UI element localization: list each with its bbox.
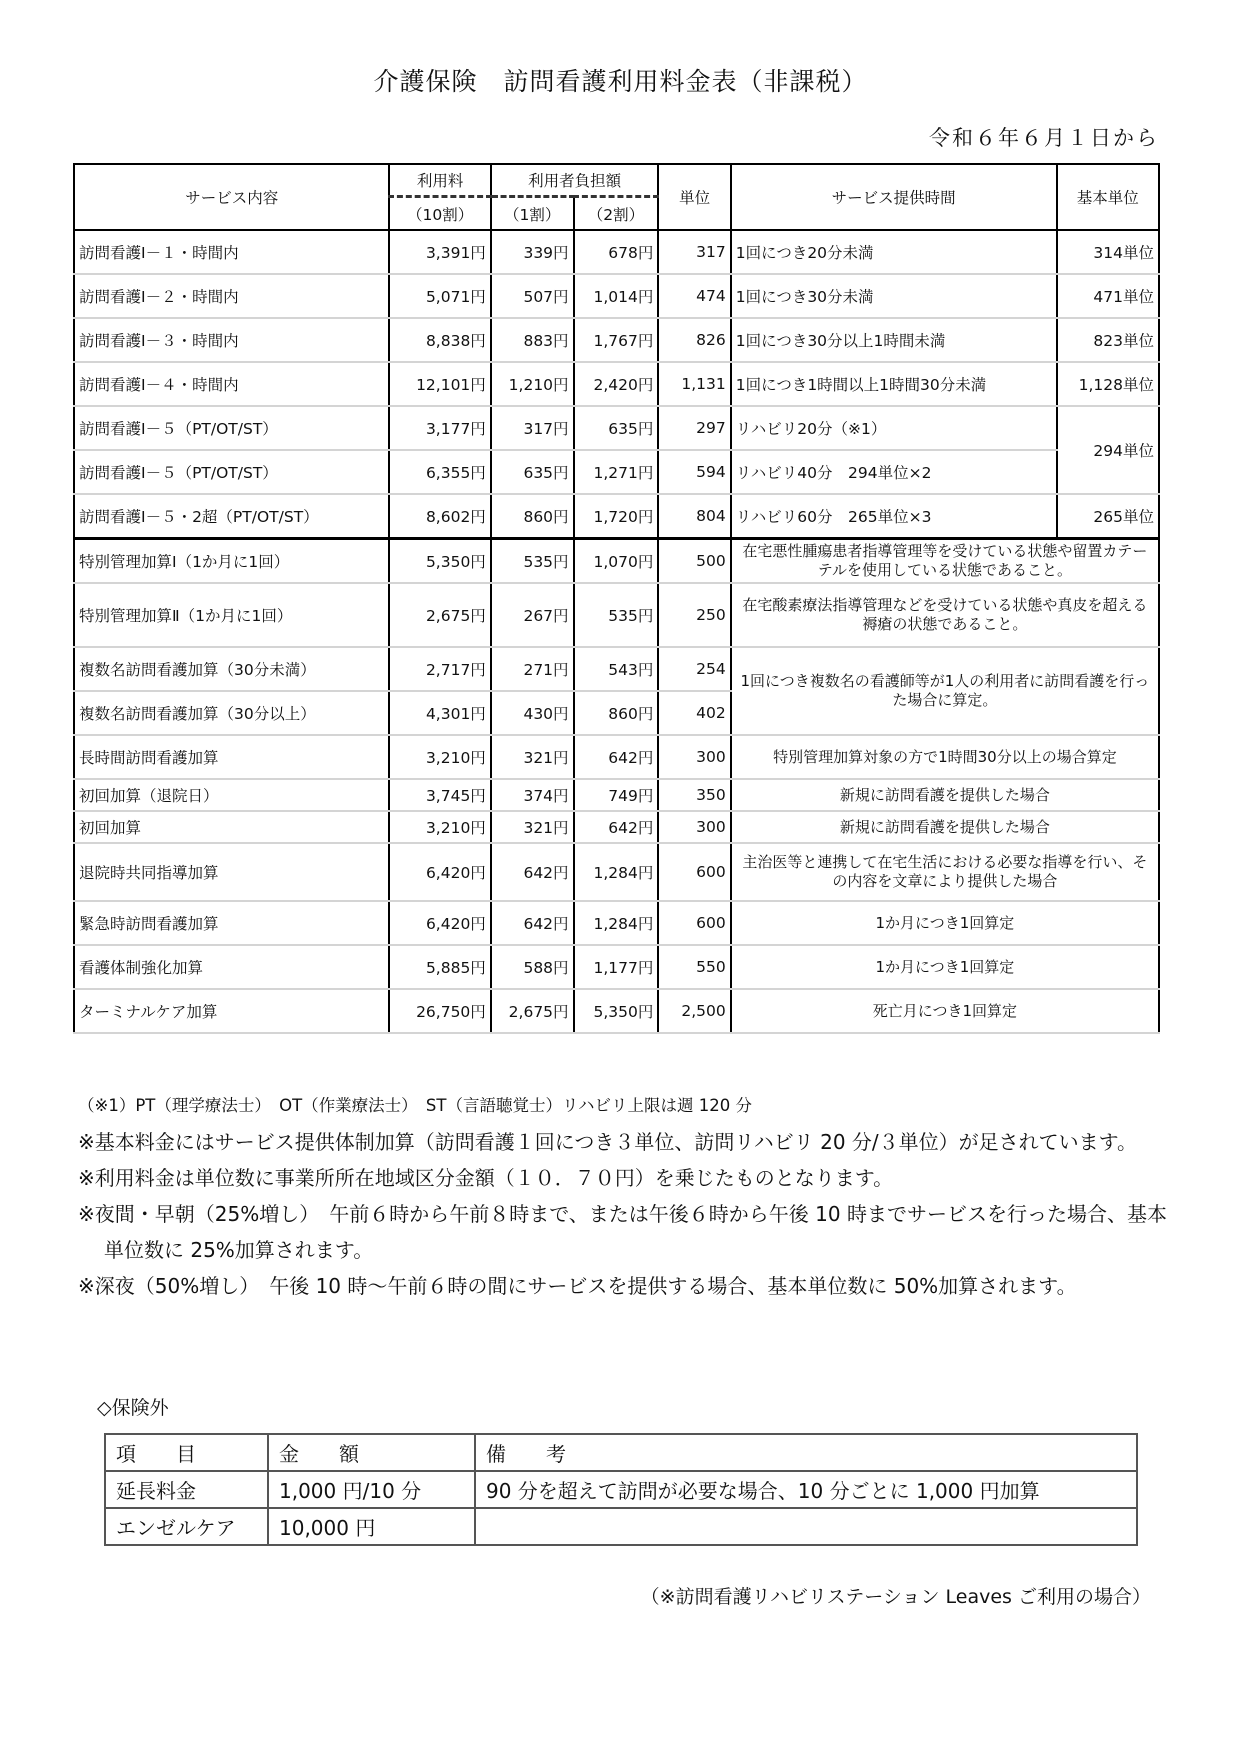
table-row [74,811,1159,843]
burden-2: 1,177円 [574,945,659,989]
note-item: ※夜間・早朝（25%増し） 午前６時から午前８時まで、または午後６時から午後 10 時までサービスを行った場合、基本単位数に 25%加算されます。 [78,1202,1167,1262]
unit: 300 [658,811,730,843]
unit: 250 [658,583,730,647]
service-time: 1回につき1時間以上1時間30分未満 [731,362,1057,406]
non-insurance-table [104,1433,1138,1546]
service-name: 訪問看護Ⅰ－４・時間内 [74,362,389,406]
burden-1: 374円 [491,779,574,811]
condition-note: 1か月につき1回算定 [731,901,1159,945]
unit: 804 [658,494,730,539]
burden-2: 860円 [574,691,659,735]
unit: 300 [658,735,730,779]
item-name: 延長料金 [105,1471,268,1508]
header-time: サービス提供時間 [731,164,1057,230]
burden-2: 543円 [574,647,659,691]
burden-2: 1,070円 [574,539,659,584]
fee-10: 4,301円 [389,691,490,735]
fee-10: 2,675円 [389,583,490,647]
table-row [74,406,1159,450]
burden-1: 588円 [491,945,574,989]
unit: 550 [658,945,730,989]
condition-note: 1回につき複数名の看護師等が1人の利用者に訪問看護を行った場合に算定。 [731,647,1159,735]
header-burden: 利用者負担額 [491,164,659,197]
service-name: 訪問看護Ⅰ－５（PT/OT/ST） [74,450,389,494]
burden-1: 321円 [491,811,574,843]
fee-10: 3,391円 [389,230,490,274]
table-row [74,843,1159,901]
condition-note: 在宅酸素療法指導管理などを受けている状態や真皮を超える褥瘡の状態であること。 [731,583,1159,647]
note-item: ※利用料金は単位数に事業所所在地域区分金額（１０．７０円）を乗じたものとなります。 [78,1166,894,1190]
condition-note: 特別管理加算対象の方で1時間30分以上の場合算定 [731,735,1159,779]
table-row [105,1471,1137,1508]
table-row [74,450,1159,494]
header-unit: 単位 [658,164,730,230]
burden-1: 271円 [491,647,574,691]
burden-2: 635円 [574,406,659,450]
item-remarks [475,1508,1137,1545]
fee-10: 3,210円 [389,811,490,843]
unit: 500 [658,539,730,584]
condition-note: 死亡月につき1回算定 [731,989,1159,1033]
unit: 1,131 [658,362,730,406]
base-unit: 471単位 [1057,274,1159,318]
unit: 594 [658,450,730,494]
header-fee-10: （10割） [389,197,490,231]
header-amount: 金 額 [268,1434,475,1471]
burden-1: 642円 [491,843,574,901]
unit: 297 [658,406,730,450]
header-service: サービス内容 [74,164,389,230]
fee-10: 26,750円 [389,989,490,1033]
notes [78,1092,1168,1304]
service-name: 複数名訪問看護加算（30分未満） [74,647,389,691]
service-name: 退院時共同指導加算 [74,843,389,901]
burden-1: 535円 [491,539,574,584]
burden-2: 1,014円 [574,274,659,318]
service-name: 看護体制強化加算 [74,945,389,989]
condition-note: 新規に訪問看護を提供した場合 [731,779,1159,811]
service-time: リハビリ20分（※1） [731,406,1057,450]
fee-10: 3,745円 [389,779,490,811]
service-time: 1回につき30分以上1時間未満 [731,318,1057,362]
base-unit: 314単位 [1057,230,1159,274]
table-row [74,274,1159,318]
condition-note: 1か月につき1回算定 [731,945,1159,989]
service-name: 訪問看護Ⅰ－１・時間内 [74,230,389,274]
burden-2: 535円 [574,583,659,647]
service-name: 訪問看護Ⅰ－５・2超（PT/OT/ST） [74,494,389,539]
burden-1: 883円 [491,318,574,362]
fee-10: 8,602円 [389,494,490,539]
fee-10: 12,101円 [389,362,490,406]
unit: 600 [658,843,730,901]
fee-table [73,163,1160,1034]
service-time: リハビリ60分 265単位×3 [731,494,1057,539]
header-item: 項 目 [105,1434,268,1471]
burden-1: 2,675円 [491,989,574,1033]
burden-1: 635円 [491,450,574,494]
table-row [74,318,1159,362]
table-row [74,779,1159,811]
fee-10: 8,838円 [389,318,490,362]
fee-10: 5,350円 [389,539,490,584]
page-title: 介護保険 訪問看護利用料金表（非課税） [373,67,868,96]
header-fee: 利用料 [389,164,490,197]
burden-1: 860円 [491,494,574,539]
unit: 254 [658,647,730,691]
burden-2: 749円 [574,779,659,811]
table-row [74,494,1159,539]
service-name: 訪問看護Ⅰ－３・時間内 [74,318,389,362]
burden-2: 1,284円 [574,901,659,945]
note-item: ※基本料金にはサービス提供体制加算（訪問看護１回につき３単位、訪問リハビリ 20 分/３単位）が足されています。 [78,1130,1138,1154]
service-time: 1回につき30分未満 [731,274,1057,318]
condition-note: 主治医等と連携して在宅生活における必要な指導を行い、その内容を文章により提供した場合 [731,843,1159,901]
header-remarks: 備 考 [475,1434,1137,1471]
service-time: 1回につき20分未満 [731,230,1057,274]
fee-10: 3,177円 [389,406,490,450]
condition-note: 新規に訪問看護を提供した場合 [731,811,1159,843]
service-name: 訪問看護Ⅰ－２・時間内 [74,274,389,318]
item-amount: 10,000 円 [268,1508,475,1545]
non-insurance-heading: ◇保険外 [97,1397,169,1419]
burden-2: 642円 [574,735,659,779]
table-row [74,647,1159,691]
table-row [74,989,1159,1033]
fee-10: 6,420円 [389,843,490,901]
table-row [74,583,1159,647]
service-time: リハビリ40分 294単位×2 [731,450,1057,494]
table-header-row [105,1434,1137,1471]
burden-2: 1,767円 [574,318,659,362]
base-unit: 1,128単位 [1057,362,1159,406]
service-name: 緊急時訪問看護加算 [74,901,389,945]
service-name: 初回加算 [74,811,389,843]
note-item: ※深夜（50%増し） 午後 10 時～午前６時の間にサービスを提供する場合、基本単位数に 50%加算されます。 [78,1274,1077,1298]
table-row [105,1508,1137,1545]
burden-1: 339円 [491,230,574,274]
service-name: 特別管理加算Ⅰ（1か月に1回） [74,539,389,584]
service-name: ターミナルケア加算 [74,989,389,1033]
effective-date: 令和６年６月１日から [929,126,1159,150]
unit: 317 [658,230,730,274]
header-base-unit: 基本単位 [1057,164,1159,230]
burden-1: 321円 [491,735,574,779]
item-name: エンゼルケア [105,1508,268,1545]
service-name: 初回加算（退院日） [74,779,389,811]
fee-10: 5,071円 [389,274,490,318]
header-burden-2: （2割） [574,197,659,231]
service-name: 複数名訪問看護加算（30分以上） [74,691,389,735]
footer-note: （※訪問看護リハビリステーション Leaves ご利用の場合） [640,1586,1151,1608]
unit: 474 [658,274,730,318]
base-unit: 265単位 [1057,494,1159,539]
fee-10: 3,210円 [389,735,490,779]
fee-10: 6,355円 [389,450,490,494]
unit: 350 [658,779,730,811]
table-row [74,901,1159,945]
burden-2: 642円 [574,811,659,843]
table-row [74,945,1159,989]
service-name: 訪問看護Ⅰ－５（PT/OT/ST） [74,406,389,450]
header-burden-1: （1割） [491,197,574,231]
item-remarks: 90 分を超えて訪問が必要な場合、10 分ごとに 1,000 円加算 [475,1471,1137,1508]
fee-10: 5,885円 [389,945,490,989]
table-row [74,230,1159,274]
footnote-rehab: （※1）PT（理学療法士） OT（作業療法士） ST（言語聴覚士）リハビリ上限は週 120 分 [78,1096,752,1115]
service-name: 長時間訪問看護加算 [74,735,389,779]
burden-1: 317円 [491,406,574,450]
fee-10: 2,717円 [389,647,490,691]
condition-note: 在宅悪性腫瘍患者指導管理等を受けている状態や留置カテーテルを使用している状態であること。 [731,539,1159,584]
burden-1: 267円 [491,583,574,647]
item-amount: 1,000 円/10 分 [268,1471,475,1508]
burden-1: 430円 [491,691,574,735]
table-row [74,735,1159,779]
unit: 600 [658,901,730,945]
burden-2: 678円 [574,230,659,274]
table-row [74,362,1159,406]
burden-1: 507円 [491,274,574,318]
base-unit: 294単位 [1057,406,1159,494]
burden-2: 1,271円 [574,450,659,494]
unit: 2,500 [658,989,730,1033]
service-name: 特別管理加算Ⅱ（1か月に1回） [74,583,389,647]
unit: 402 [658,691,730,735]
fee-10: 6,420円 [389,901,490,945]
base-unit: 823単位 [1057,318,1159,362]
burden-2: 1,284円 [574,843,659,901]
burden-2: 2,420円 [574,362,659,406]
table-row [74,539,1159,584]
burden-2: 5,350円 [574,989,659,1033]
unit: 826 [658,318,730,362]
burden-2: 1,720円 [574,494,659,539]
burden-1: 1,210円 [491,362,574,406]
burden-1: 642円 [491,901,574,945]
